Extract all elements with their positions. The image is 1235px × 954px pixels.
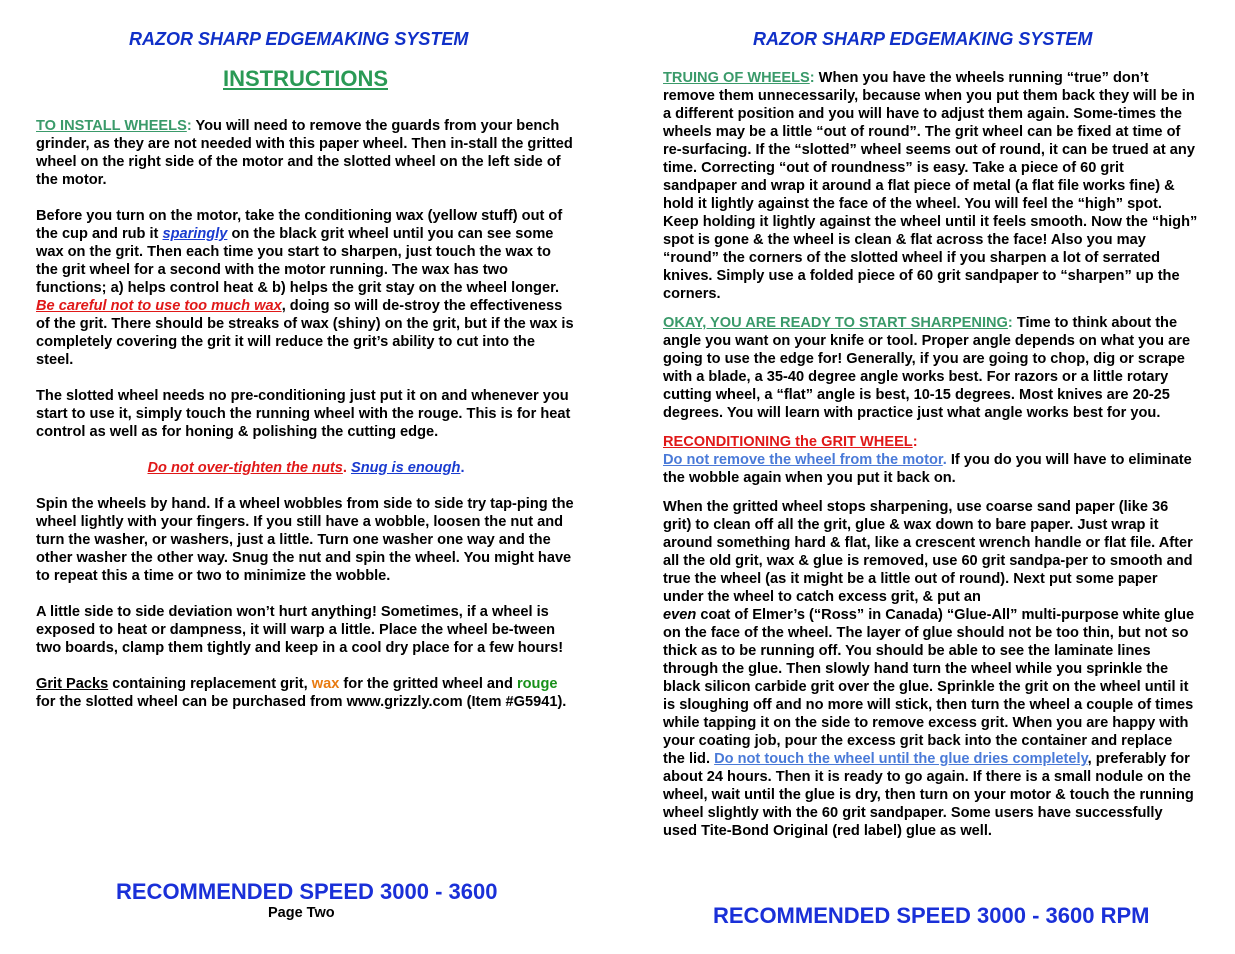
regrit-paragraph <box>663 498 1198 840</box>
wobble-paragraph: Spin the wheels by hand. If a wheel wobbles from side to side try tap-ping the wheel lightly with your fingers. If you still have a wobble, loosen the nut and turn the washer, or washers, just a little. Turn one washer one way and the other washer the other way. Snug the nut and spin the wheel. You might have to repeat this a time or two to minimize the wobble. <box>36 496 574 584</box>
warp-paragraph: A little side to side deviation won’t hurt anything! Sometimes, if a wheel is exposed to heat or dampness, it will warp a little. Place the wheel be-tween two boards, clamp them tightly and keep in a cool dry place for a few hours! <box>36 604 564 656</box>
slotted-paragraph: The slotted wheel needs no pre-conditioning just put it on and whenever you start to use it, simply touch the running wheel with the rouge. This is for heat control as well as for honing & polishing the cutting edge. <box>36 388 571 440</box>
do-not-remove-note: Do not remove the wheel from the motor <box>663 452 943 468</box>
do-not-touch-note: Do not touch the wheel until the glue dries completely <box>714 751 1088 767</box>
truing-label: TRUING OF WHEELS <box>663 70 810 86</box>
truing-text: When you have the wheels running “true” don’t remove them unnecessarily, because when you put them back they will be in a different position and you will have to adjust them again. Some-times the wheels may be a little “out of round”. The grit wheel can be fixed at time of re-surfacing. If the “slotted” wheel seems out of round, it can be trued at any time. Correcting “out of roundness” is easy. Take a piece of 60 grit sandpaper and wrap it around a flat piece of metal (a flat file works fine) & hold it lightly against the face of the wheel. You will feel the “high” spot. Keep holding it lightly against the wheel until it feels smooth. Now the “high” spot is gone & the wheel is clean & flat across the face! Also you may “round” the corners of the slotted wheel if you sharpen a lot of serrated knives. Simply use a folded piece of 60 grit sandpaper to “sharpen” up the corners. <box>663 70 1198 302</box>
rouge-word: rouge <box>516 676 558 692</box>
careful-warning: Be careful not to use too much wax <box>36 298 282 314</box>
wax-word: wax <box>311 676 340 692</box>
wax-text-c: , doing so will de-stroy the effectiveness of the grit. There should be streaks of wax (shiny) on the grit, but if the wax is completely covering the grit it will reduce the grit’s ability to cut into the steel. <box>36 298 574 368</box>
ready-paragraph: OKAY, YOU ARE READY TO START SHARPENING: Time to think about the angle you want on your knife or tool. Proper angle depends on what you are going to use the edge for! Generally, if you are going to chop, dig or scrape with a blade, a 35-40 degree angle works best. For razors or a little rotary cutting wheel, a “flat” angle is best, 10-15 degrees. Most knives are 20-25 degrees. You will learn with practice just what angle works best for you. <box>663 315 1191 421</box>
right-speed: RECOMMENDED SPEED 3000 - 3600 RPM <box>713 903 1150 928</box>
wax-text-b: on the black grit wheel until you can see some wax on the grit. Then each time you start to sharpen, just touch the wax to the grit wheel for a second with the motor running. The wax has two functions; a) helps control heat & b) helps the grit stay on the wheel longer. <box>36 226 559 296</box>
even-word: even <box>663 607 697 623</box>
grit-text-a: containing replacement grit, <box>112 676 308 692</box>
recondition-label: RECONDITIONING the GRIT WHEEL <box>663 434 913 450</box>
truing-paragraph: TRUING OF WHEELS: When you have the wheels running “true” don’t remove them unnecessarily, because when you put them back they will be in a different position and you will have to adjust them again. Some-times the wheels may be a little “out of round”. The grit wheel can be fixed at time of re-surfacing. If the “slotted” wheel seems out of round, it can be trued at any time. Correcting “out of roundness” is easy. Take a piece of 60 grit sandpaper and wrap it around a flat piece of metal (a flat file works fine) & hold it lightly against the face of the wheel. You will feel the “high” spot. Keep holding it lightly against the wheel until it feels smooth. Now the “high” spot is gone & the wheel is clean & flat across the face! Also you may “round” the corners of the slotted wheel if you sharpen a lot of serrated knives. Simply use a folded piece of 60 grit sandpaper to “sharpen” up the corners. <box>663 70 1198 302</box>
install-text: You will need to remove the guards from your bench grinder, as they are not needed with this paper wheel. Then in-stall the gritted wheel on the right side of the motor and the slotted wheel on the left side of the motor. <box>36 118 573 188</box>
grit-text-c: for the slotted wheel can be purchased from www.grizzly.com (Item #G5941). <box>36 694 567 710</box>
instructions-title: INSTRUCTIONS <box>223 66 388 91</box>
page-number: Page Two <box>268 905 335 921</box>
grit-text-b: for the gritted wheel and <box>343 676 513 692</box>
wax-paragraph <box>36 207 576 369</box>
ready-label: OKAY, YOU ARE READY TO START SHARPENING <box>663 315 1008 331</box>
regrit-text-c: , preferably for about 24 hours. Then it is ready to go again. If there is a small nodule on the wheel, wait until the glue is dry, then turn on your motor & touch the running wheel slightly with the 60 grit sandpaper. Some users have successfully used Tite-Bond Original (red label) glue as well. <box>663 751 1194 839</box>
nut-warning: Do not over-tighten the nuts. Snug is enough. <box>147 460 465 476</box>
wax-text-a: Before you turn on the motor, take the conditioning wax (yellow stuff) out of the cup and rub it <box>36 208 563 242</box>
snug-note: Snug is enough <box>350 460 461 476</box>
right-body <box>663 69 1198 851</box>
left-speed: RECOMMENDED SPEED 3000 - 3600 <box>116 879 498 904</box>
install-paragraph: TO INSTALL WHEELS: You will need to remove the guards from your bench grinder, as they are not needed with this paper wheel. Then in-stall the gritted wheel on the right side of the motor and the slotted wheel on the left side of the motor. <box>36 118 573 188</box>
right-header: RAZOR SHARP EDGEMAKING SYSTEM <box>753 29 1093 49</box>
grit-packs-label: Grit Packs <box>36 676 109 692</box>
install-label: TO INSTALL WHEELS <box>36 118 187 134</box>
ready-text: Time to think about the angle you want on your knife or tool. Proper angle depends on what you are going to use the edge for! Generally, if you are going to chop, dig or scrape with a blade, a 35-40 degree angle works best. For razors or a little rotary cutting wheel, a “flat” angle is best, 10-15 degrees. Most knives are 20-25 degrees. You will learn with practice just what angle works best for you. <box>663 315 1191 421</box>
regrit-text-a: When the gritted wheel stops sharpening, use coarse sand paper (like 36 grit) to clean off all the grit, glue & wax down to bare paper. Just wrap it around something hard & flat, like a crescent wrench handle or flat file. After all the old grit, wax & glue is removed, use 60 grit sandpa-per to smooth and true the wheel (as it might be a little out of round). Next put some paper under the wheel to catch excess grit, & put an <box>663 499 1193 605</box>
regrit-text-b: coat of Elmer’s (“Ross” in Canada) “Glue-All” multi-purpose white glue on the face of the wheel. The layer of glue should not be too thin, but not so thick as to be running off. You should be able to see the laminate lines through the glue. Then slowly hand turn the wheel while you sprinkle the black silicon carbide grit over the glue. Sprinkle the grit on the wheel until it is sloughing off and no more will stick, then turn the wheel a couple of times while tapping it on the side to remove excess grit. When you are happy with your coating job, pour the excess grit back into the container and replace the lid. <box>663 607 1195 767</box>
over-tighten-warning: Do not over-tighten the nuts <box>147 460 343 476</box>
recondition-text: If you do you will have to eliminate the wobble again when you put it back on. <box>663 452 1192 486</box>
left-header: RAZOR SHARP EDGEMAKING SYSTEM <box>129 29 469 49</box>
recondition-paragraph: RECONDITIONING the GRIT WHEEL: Do not remove the wheel from the motor. If you do you will have to eliminate the wobble again when you put it back on. <box>663 434 1192 486</box>
sparingly-emphasis: sparingly <box>162 226 228 242</box>
left-body <box>36 117 576 729</box>
grit-packs-paragraph <box>36 675 576 711</box>
